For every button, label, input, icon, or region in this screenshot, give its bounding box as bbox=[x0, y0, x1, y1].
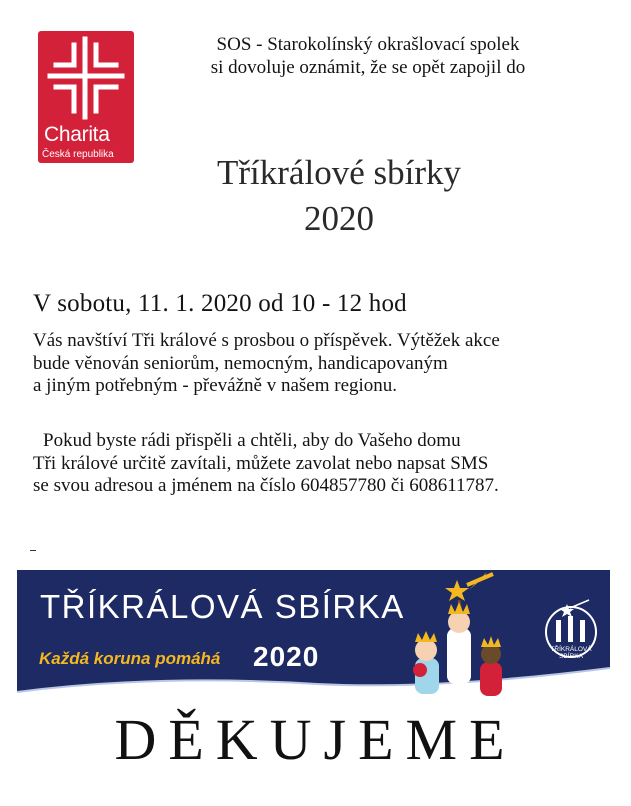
badge-label bbox=[543, 646, 599, 660]
three-kings-illustration bbox=[413, 602, 502, 696]
stray-mark bbox=[30, 550, 36, 551]
intro-line: si dovoluje oznámit, že se opět zapojil do bbox=[210, 57, 526, 78]
paragraph-line bbox=[33, 430, 613, 453]
paragraph-line: bude věnován seniorům, nemocným, handicapovaným bbox=[33, 352, 448, 374]
paragraph-line: a jiným potřebným - převážně v našem regionu. bbox=[33, 375, 398, 396]
badge-label-line: TŘÍKRÁLOVÁ bbox=[550, 646, 592, 653]
collection-banner bbox=[17, 570, 610, 710]
banner-tagline: Každá koruna pomáhá bbox=[39, 649, 221, 668]
intro-line: SOS - Starokolínský okrašlovací spolek bbox=[216, 34, 520, 55]
title-year: 2020 bbox=[304, 199, 374, 238]
logo-subtitle: Česká republika bbox=[42, 149, 114, 160]
paragraph-contact bbox=[33, 430, 613, 498]
thank-you-heading: DĚKUJEME bbox=[114, 707, 517, 772]
banner-title: TŘÍKRÁLOVÁ SBÍRKA bbox=[40, 588, 405, 625]
paragraph-visit bbox=[33, 330, 613, 398]
page-title bbox=[120, 150, 558, 242]
paragraph-line: Tři králové určitě zavítali, můžete zavolat nebo napsat SMS bbox=[33, 452, 489, 474]
charita-logo bbox=[38, 31, 134, 163]
logo-name: Charita bbox=[44, 123, 110, 146]
schedule-heading: V sobotu, 11. 1. 2020 od 10 - 12 hod bbox=[33, 290, 407, 317]
title-line: Tříkrálové sbírky bbox=[217, 153, 461, 192]
banner-year: 2020 bbox=[253, 641, 320, 672]
badge-label-line: SBÍRKA bbox=[559, 653, 583, 660]
paragraph-line: Vás navštíví Tři králové s prosbou o příspěvek. Výtěžek akce bbox=[33, 330, 500, 351]
intro-text bbox=[148, 33, 588, 79]
paragraph-line-text: Pokud byste rádi přispěli a chtěli, aby do Vašeho domu bbox=[43, 430, 461, 451]
paragraph-line: se svou adresou a jménem na číslo 604857780 či 608611787. bbox=[33, 475, 499, 496]
